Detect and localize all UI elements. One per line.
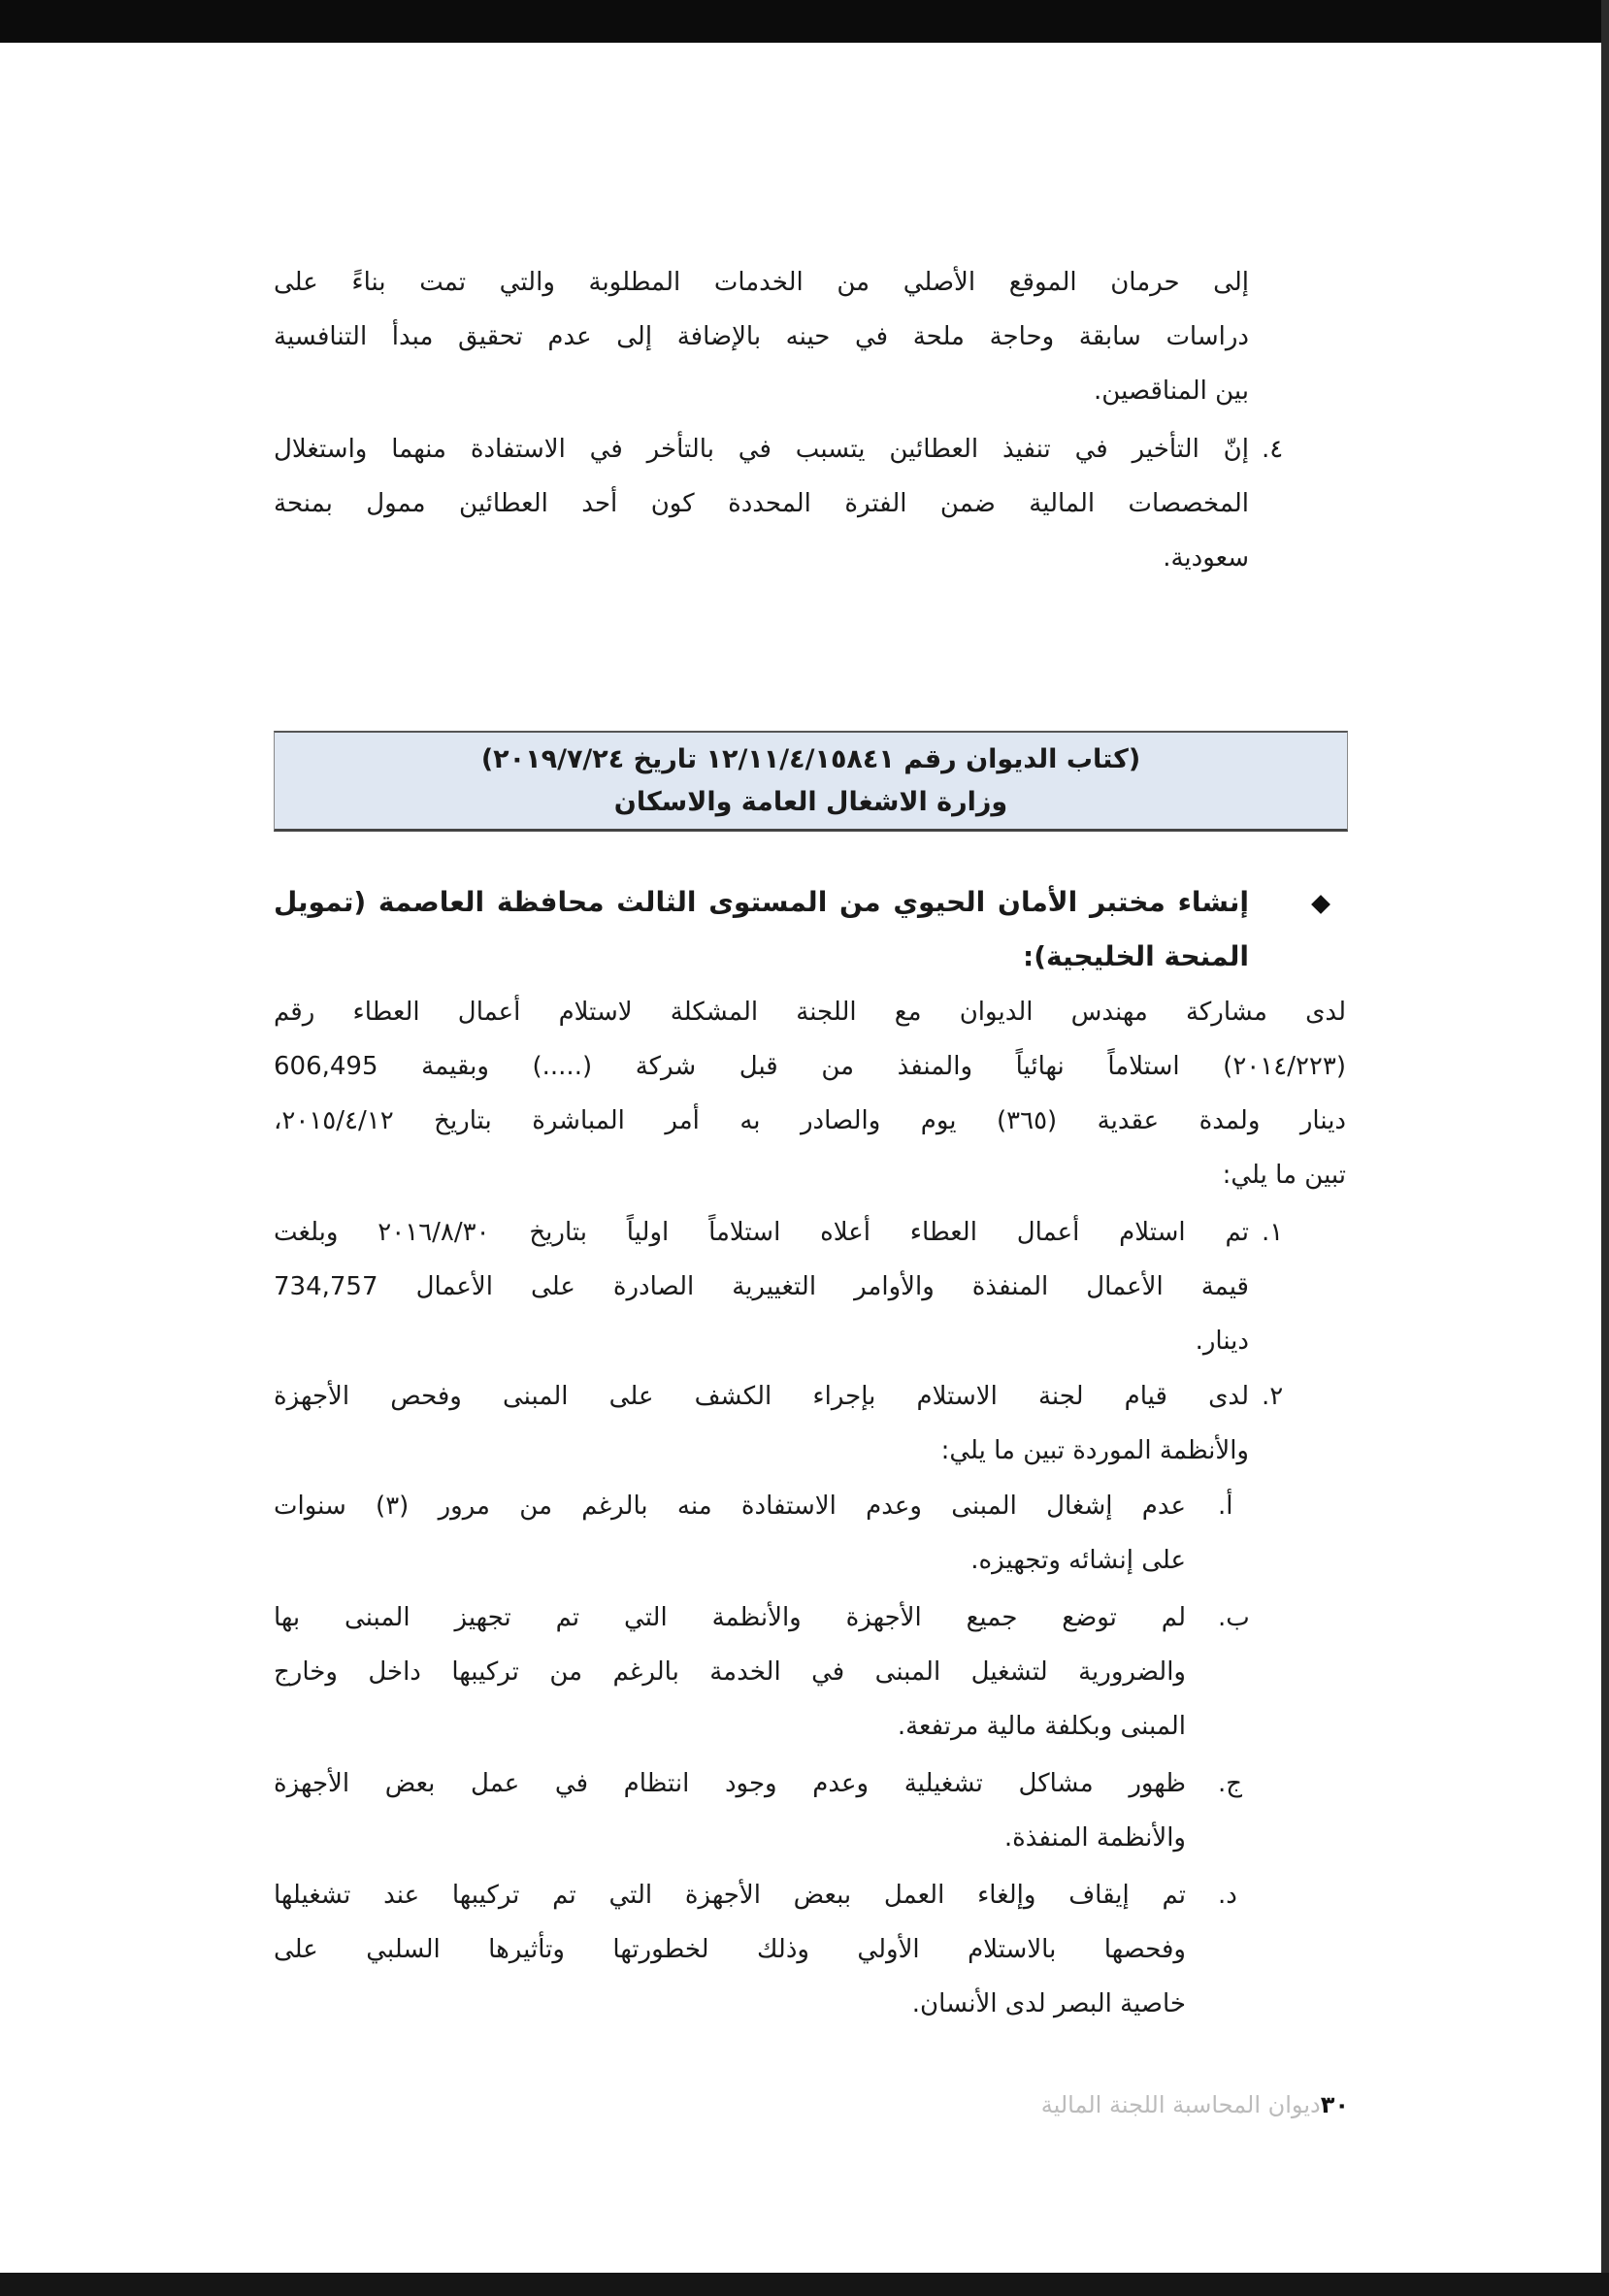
sub-item-letter: أ.: [1218, 1492, 1233, 1521]
text-line: لم توضع جميع الأجهزة والأنظمة التي تم تجهيز المبنى بها: [274, 1603, 1186, 1632]
text-line: تبين ما يلي:: [1222, 1161, 1346, 1190]
item-number: ١.: [1262, 1218, 1284, 1247]
ministry-name: وزارة الاشغال العامة والاسكان: [613, 787, 1008, 817]
section-heading: [274, 875, 1249, 984]
text-line: وفحصها بالاستلام الأولي وذلك لخطورتها وتأثيرها السلبي على: [274, 1935, 1186, 1964]
text-line: دراسات سابقة وحاجة ملحة في حينه بالإضافة إلى عدم تحقيق مبدأ التنافسية: [274, 322, 1249, 351]
list-item-2: [274, 1369, 1249, 1478]
sub-item-c: [274, 1756, 1186, 1865]
sub-item-b: [274, 1591, 1186, 1754]
text-line: تم استلام أعمال العطاء أعلاه استلاماً اولياً بتاريخ ٢٠١٦/٨/٣٠ وبلغت: [274, 1218, 1249, 1247]
text-line: المنحة الخليجية):: [1023, 940, 1249, 972]
text-line: بين المناقصين.: [1094, 377, 1249, 406]
text-line: والضرورية لتشغيل المبنى في الخدمة بالرغم من تركيبها داخل وخارج: [274, 1657, 1186, 1687]
item-number: ٢.: [1262, 1382, 1284, 1411]
page-number: ٣٠: [1320, 2091, 1349, 2118]
text-line: قيمة الأعمال المنفذة والأوامر التغييرية الصادرة على الأعمال 734,757: [274, 1272, 1249, 1301]
sub-item-letter: ج.: [1218, 1769, 1243, 1798]
text-line: (٢٠١٤/٢٢٣) استلاماً نهائياً والمنفذ من قبل شركة (.....) وبقيمة 606,495: [274, 1052, 1346, 1081]
item-number: ٤.: [1262, 435, 1284, 464]
reference-letter: (كتاب الديوان رقم ١٢/١١/٤/١٥٨٤١ تاريخ ٢٠١٩/٧/٢٤): [480, 744, 1141, 774]
text-line: عدم إشغال المبنى وعدم الاستفادة منه بالرغم من مرور (٣) سنوات: [274, 1492, 1186, 1521]
scan-top-border: [0, 0, 1609, 43]
text-line: تم إيقاف وإلغاء العمل ببعض الأجهزة التي تم تركيبها عند تشغيلها: [274, 1881, 1186, 1910]
text-line: إلى حرمان الموقع الأصلي من الخدمات المطلوبة والتي تمت بناءً على: [274, 268, 1249, 297]
text-line: المبنى وبكلفة مالية مرتفعة.: [897, 1712, 1186, 1741]
intro-paragraph: [274, 255, 1249, 418]
text-line: والأنظمة المنفذة.: [1003, 1823, 1186, 1853]
scan-bottom-border: [0, 2273, 1609, 2296]
text-line: إنّ التأخير في تنفيذ العطائين يتسبب في بالتأخر في الاستفادة منهما واستغلال: [274, 435, 1249, 464]
sub-item-letter: ب.: [1218, 1603, 1250, 1632]
text-line: خاصية البصر لدى الأنسان.: [911, 1989, 1186, 2018]
text-line: دينار.: [1195, 1327, 1249, 1356]
text-line: دينار ولمدة عقدية (٣٦٥) يوم والصادر به أمر المباشرة بتاريخ ٢٠١٥/٤/١٢،: [274, 1106, 1347, 1135]
sub-item-d: [274, 1868, 1186, 2031]
text-line: لدى قيام لجنة الاستلام بإجراء الكشف على المبنى وفحص الأجهزة: [274, 1382, 1249, 1411]
diamond-bullet-icon: [1311, 895, 1330, 914]
sub-item-letter: د.: [1218, 1881, 1237, 1910]
text-line: ظهور مشاكل تشغيلية وعدم وجود انتظام في عمل بعض الأجهزة: [274, 1769, 1186, 1798]
text-line: والأنظمة الموردة تبين ما يلي:: [940, 1436, 1249, 1465]
main-paragraph: [274, 985, 1346, 1202]
scan-right-border: [1601, 0, 1609, 2296]
text-line: سعودية.: [1163, 543, 1249, 573]
text-line: المخصصات المالية ضمن الفترة المحددة كون أحد العطائين ممول بمنحة: [274, 489, 1249, 518]
text-line: إنشاء مختبر الأمان الحيوي من المستوى الثالث محافظة العاصمة (تمويل: [274, 886, 1249, 918]
list-item-4: [274, 422, 1249, 585]
footer-text: ديوان المحاسبة اللجنة المالية: [1040, 2091, 1321, 2118]
sub-item-a: [274, 1479, 1186, 1588]
text-line: على إنشائه وتجهيزه.: [970, 1546, 1186, 1575]
list-item-1: [274, 1205, 1249, 1368]
page-footer: [825, 2091, 1349, 2118]
reference-box: [274, 731, 1348, 832]
text-line: لدى مشاركة مهندس الديوان مع اللجنة المشكلة لاستلام أعمال العطاء رقم: [274, 998, 1346, 1027]
